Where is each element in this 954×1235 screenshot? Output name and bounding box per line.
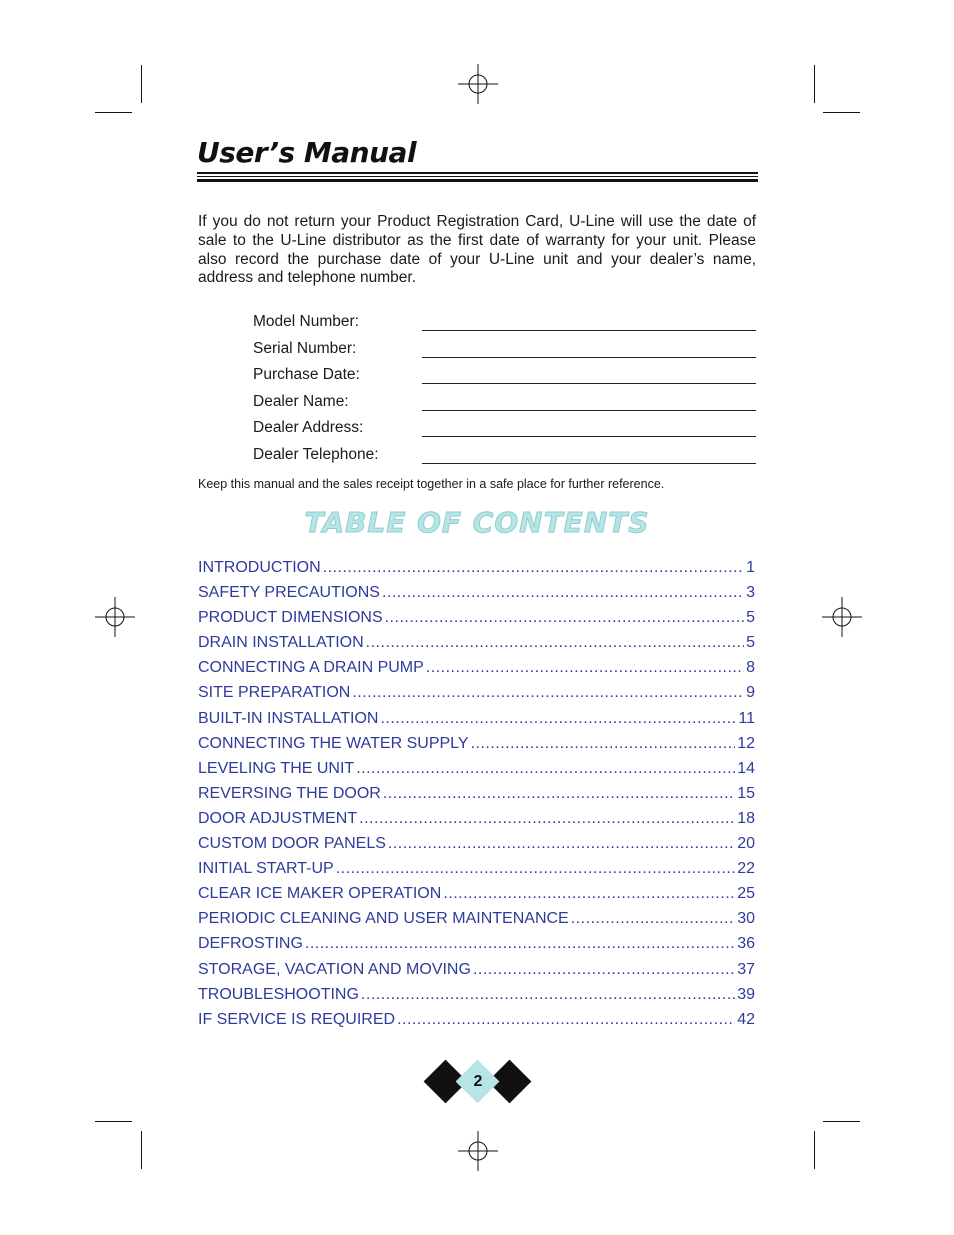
- toc-entry-page: 22: [737, 860, 755, 878]
- field-label: Model Number:: [253, 313, 359, 330]
- blank-line: [422, 383, 756, 384]
- toc-heading: TABLE OF CONTENTS: [304, 506, 650, 539]
- toc-entry-page: 9: [746, 684, 755, 702]
- dot-leader: [361, 984, 735, 1006]
- page-number: 2: [473, 1073, 483, 1090]
- dot-leader: [426, 657, 744, 679]
- field-label: Dealer Address:: [253, 419, 364, 436]
- field-label: Dealer Name:: [253, 392, 349, 410]
- registration-mark-icon: [458, 1131, 498, 1171]
- toc-entry-page: 3: [746, 584, 755, 602]
- dot-leader: [388, 833, 735, 855]
- toc-entry-page: 1: [746, 559, 755, 576]
- toc-entry-label: CONNECTING A DRAIN PUMP: [198, 659, 424, 677]
- registration-mark-icon: [822, 597, 862, 637]
- toc-entry[interactable]: [198, 657, 755, 682]
- toc-entry-label: PERIODIC CLEANING AND USER MAINTENANCE: [198, 910, 569, 928]
- dot-leader: [385, 607, 744, 629]
- form-row: [253, 338, 756, 365]
- title-rule: [197, 172, 758, 174]
- toc-entry[interactable]: [198, 682, 755, 707]
- dot-leader: [382, 582, 744, 604]
- dot-leader: [380, 708, 736, 730]
- toc-entry-label: DRAIN INSTALLATION: [198, 634, 364, 652]
- registration-mark-icon: [95, 597, 135, 637]
- toc-entry[interactable]: [198, 959, 755, 984]
- toc-entry-label: SITE PREPARATION: [198, 684, 351, 702]
- dot-leader: [323, 557, 744, 579]
- form-row: [253, 444, 756, 471]
- toc-entry[interactable]: [198, 607, 755, 632]
- crop-mark: [814, 1131, 815, 1169]
- crop-mark: [823, 112, 860, 113]
- field-label: Dealer Telephone:: [253, 445, 379, 463]
- toc-entry[interactable]: [198, 984, 755, 1009]
- toc-entry-label: IF SERVICE IS REQUIRED: [198, 1010, 396, 1028]
- field-label: Purchase Date:: [253, 366, 360, 383]
- title-rule: [197, 176, 758, 177]
- intro-paragraph: If you do not return your Product Registration Card, U-Line will use the date of sale to the U-Line distributor as the first date of warranty for your unit. Please also record the purchase date of your U-Line unit and your dealer’s name, address and telephone number.: [198, 213, 756, 287]
- toc-entry[interactable]: [198, 908, 755, 933]
- page-title: User’s Manual: [197, 136, 417, 169]
- toc-entry[interactable]: [198, 833, 755, 858]
- toc-entry-page: 14: [737, 759, 755, 777]
- toc-entry[interactable]: [198, 758, 755, 783]
- toc-entry-page: 5: [746, 609, 755, 627]
- dot-leader: [359, 808, 735, 830]
- dot-leader: [383, 783, 735, 805]
- toc-entry-label: STORAGE, VACATION AND MOVING: [198, 960, 471, 978]
- toc-entry-page: 42: [737, 1010, 755, 1028]
- toc-entry-label: BUILT-IN INSTALLATION: [198, 709, 379, 727]
- crop-mark: [823, 1121, 860, 1122]
- crop-mark: [814, 65, 815, 103]
- toc-entry-label: CLEAR ICE MAKER OPERATION: [198, 885, 442, 903]
- blank-line: [422, 330, 756, 331]
- toc-entry-page: 37: [737, 960, 755, 978]
- toc-entry-label: LEVELING THE UNIT: [198, 759, 355, 777]
- dot-leader: [471, 733, 736, 755]
- toc-entry-label: DOOR ADJUSTMENT: [198, 809, 358, 827]
- blank-line: [422, 463, 756, 464]
- toc-entry-label: SAFETY PRECAUTIONS: [198, 584, 380, 602]
- toc-entry-label: TROUBLESHOOTING: [198, 985, 359, 1003]
- toc-entry-page: 18: [737, 809, 755, 827]
- dot-leader: [397, 1009, 735, 1031]
- page-number-badge: [424, 1060, 532, 1104]
- toc-entry-page: 20: [737, 835, 755, 853]
- keep-manual-note: Keep this manual and the sales receipt together in a safe place for further reference.: [198, 477, 665, 491]
- toc-entry-page: 39: [737, 985, 755, 1003]
- toc-entry[interactable]: [198, 557, 755, 582]
- crop-mark: [141, 1131, 142, 1169]
- toc-entry-page: 11: [738, 709, 755, 727]
- dot-leader: [356, 758, 735, 780]
- toc-entry[interactable]: [198, 933, 755, 958]
- crop-mark: [95, 1121, 132, 1122]
- crop-mark: [95, 112, 132, 113]
- dot-leader: [305, 933, 735, 955]
- title-rule: [197, 179, 758, 182]
- toc-entry-label: CONNECTING THE WATER SUPPLY: [198, 734, 469, 752]
- blank-line: [422, 436, 756, 437]
- toc-entry-page: 12: [737, 734, 755, 752]
- toc-entry-page: 36: [737, 935, 755, 953]
- dot-leader: [352, 682, 744, 704]
- toc-entry-label: PRODUCT DIMENSIONS: [198, 609, 383, 627]
- toc-entry[interactable]: [198, 808, 755, 833]
- toc-entry-label: CUSTOM DOOR PANELS: [198, 835, 386, 853]
- crop-mark: [141, 65, 142, 103]
- registration-mark-icon: [458, 64, 498, 104]
- form-row: [253, 364, 756, 391]
- toc-entry[interactable]: [198, 1009, 755, 1034]
- toc-entry-page: 30: [737, 910, 755, 928]
- toc-entry-label: INITIAL START-UP: [198, 860, 334, 878]
- toc-entry-page: 25: [737, 885, 755, 903]
- registration-form: [253, 311, 756, 470]
- dot-leader: [366, 632, 744, 654]
- dot-leader: [473, 959, 735, 981]
- dot-leader: [443, 883, 735, 905]
- toc-entry[interactable]: [198, 632, 755, 657]
- blank-line: [422, 410, 756, 411]
- dot-leader: [571, 908, 735, 930]
- toc-entry-label: DEFROSTING: [198, 935, 303, 953]
- toc-entry[interactable]: [198, 582, 755, 607]
- dot-leader: [336, 858, 735, 880]
- toc-entry-page: 15: [737, 784, 755, 802]
- toc-entry[interactable]: [198, 883, 755, 908]
- toc-entry[interactable]: [198, 708, 755, 733]
- form-row: [253, 417, 756, 444]
- form-row: [253, 311, 756, 338]
- toc-list: [198, 557, 755, 1034]
- field-label: Serial Number:: [253, 339, 357, 357]
- toc-entry[interactable]: [198, 733, 755, 758]
- toc-entry[interactable]: [198, 858, 755, 883]
- form-row: [253, 391, 756, 418]
- toc-entry-label: REVERSING THE DOOR: [198, 784, 381, 802]
- toc-entry[interactable]: [198, 783, 755, 808]
- toc-entry-page: 5: [746, 634, 755, 652]
- blank-line: [422, 357, 756, 358]
- toc-entry-label: INTRODUCTION: [198, 559, 321, 576]
- toc-entry-page: 8: [746, 659, 755, 677]
